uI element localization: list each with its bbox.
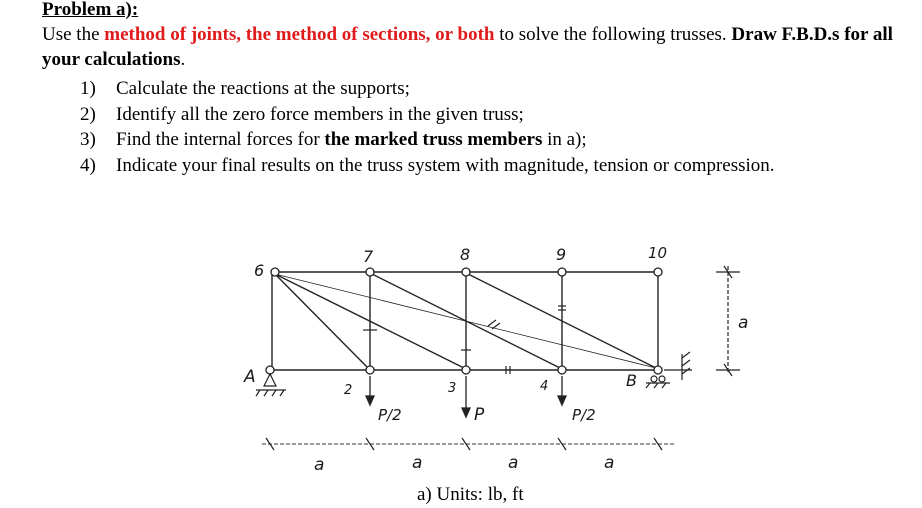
- load-label-3: P: [474, 405, 485, 425]
- method-highlight: method of joints, the method of sections, or both: [104, 24, 495, 45]
- pin-support-A: [256, 374, 286, 396]
- task-text: Indicate your final results on the truss system with magnitude, tension or compression.: [116, 154, 775, 176]
- problem-statement: [42, 22, 922, 72]
- truss-figure: [220, 230, 700, 480]
- node-label-10: 10: [648, 244, 668, 262]
- joint-7: [366, 268, 374, 276]
- joint-4: [558, 366, 566, 374]
- load-label-4: P/2: [572, 406, 596, 424]
- task-item: [80, 153, 775, 179]
- node-label-7: 7: [363, 247, 374, 266]
- task-item: [80, 76, 775, 102]
- task-text: Identify all the zero force members in the given truss;: [116, 103, 524, 125]
- spacing-label: a: [508, 453, 519, 473]
- fbd-instruction: Draw F.B.D.s for all your calculations: [42, 24, 893, 70]
- node-label-6: 6: [254, 261, 265, 280]
- joint-9: [558, 268, 566, 276]
- joint-10: [654, 268, 662, 276]
- statement-end: .: [180, 49, 186, 70]
- task-text-end: in a);: [542, 129, 587, 150]
- task-text: Calculate the reactions at the supports;: [116, 78, 410, 99]
- load-label-2: P/2: [378, 406, 402, 424]
- statement-text: Use the: [42, 24, 105, 45]
- diagonal-member: [275, 274, 368, 368]
- task-item: [80, 127, 775, 153]
- node-label-8: 8: [460, 245, 471, 264]
- spacing-label: a: [314, 455, 325, 475]
- node-label-9: 9: [556, 245, 567, 264]
- truss-members: [270, 272, 660, 370]
- statement-text-2: to solve the following trusses.: [494, 24, 732, 45]
- node-label-B: B: [626, 371, 637, 390]
- joint-6: [271, 268, 279, 276]
- task-number: 3): [80, 129, 96, 150]
- node-label-2: 2: [344, 383, 353, 398]
- figure-caption: a) Units: lb, ft: [417, 484, 524, 505]
- node-label-3: 3: [448, 381, 457, 396]
- task-number: 1): [80, 78, 96, 99]
- task-text: Find the internal forces for: [116, 129, 325, 150]
- spacing-label: a: [412, 453, 423, 473]
- task-bold-text: the marked truss members: [324, 129, 543, 150]
- node-label-A: A: [244, 367, 256, 387]
- task-item: [80, 102, 775, 128]
- marked-member-ticks: [363, 306, 566, 374]
- height-dimension-marker: [700, 262, 760, 382]
- joint-8: [462, 268, 470, 276]
- height-label: a: [738, 313, 749, 333]
- problem-heading: Problem a):: [42, 0, 139, 20]
- joint-2: [366, 366, 374, 374]
- task-number: 4): [80, 154, 96, 176]
- spacing-label: a: [604, 453, 615, 473]
- node-label-4: 4: [540, 379, 549, 394]
- task-number: 2): [80, 103, 96, 125]
- joint-B: [654, 366, 662, 374]
- joint-3: [462, 366, 470, 374]
- task-list: [80, 76, 775, 178]
